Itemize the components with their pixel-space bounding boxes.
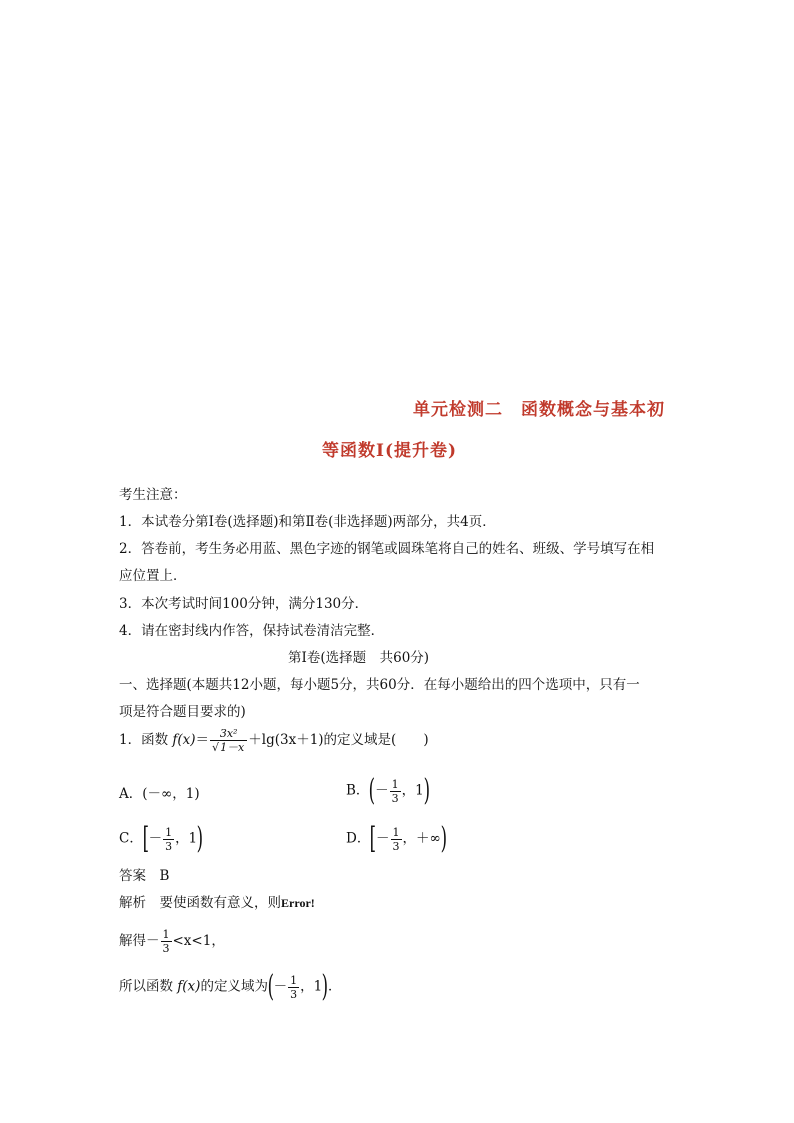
option-b[interactable] [346, 773, 430, 808]
q1-fraction-num: 3x² [210, 727, 247, 741]
answer [119, 866, 169, 886]
solve-num: 1 [162, 928, 170, 941]
conclusion-line [119, 969, 342, 1004]
conclusion-fx: f(x) [177, 978, 201, 995]
option-d-fraction [391, 826, 402, 853]
conclusion-fraction [288, 974, 299, 1001]
q1-prefix: 1．函数 [119, 732, 173, 748]
analysis-text: 要使函数有意义，则 [159, 895, 281, 911]
option-b-label: B． [346, 782, 370, 799]
analysis-label: 解析 [119, 895, 146, 911]
conclusion-num: 1 [290, 973, 298, 987]
option-c[interactable] [119, 821, 204, 856]
conclusion-end: ． [327, 978, 342, 995]
option-a-label: A． [119, 786, 143, 802]
notice-item-3: 3．本次考试时间100分钟，满分130分． [119, 596, 369, 612]
option-c-label: C． [119, 830, 143, 847]
conclusion-close-paren: ) [321, 969, 329, 1004]
option-c-rest: ，1 [175, 830, 198, 847]
conclusion-open-paren: ( [267, 969, 275, 1004]
solve-line [119, 928, 225, 955]
section-title: 第Ⅰ卷(选择题 共60分) [288, 650, 430, 666]
notice-heading: 考生注意： [119, 487, 187, 503]
option-d-den: 3 [392, 839, 400, 853]
title-line-2: 等函数Ⅰ(提升卷) [322, 441, 458, 461]
option-d-neg: － [376, 830, 390, 847]
analysis [119, 893, 315, 913]
section-intro-line-2: 项是符合题目要求的) [119, 704, 246, 720]
q1-fraction-den: √1－x [212, 741, 245, 754]
option-b-open-paren: ( [369, 773, 376, 808]
option-b-close-paren: ) [423, 773, 430, 808]
option-d[interactable] [346, 821, 447, 856]
notice-item-1: 1．本试卷分第Ⅰ卷(选择题)和第Ⅱ卷(非选择题)两部分，共4页． [119, 514, 496, 530]
q1-eq: ＝ [195, 732, 210, 748]
option-a[interactable] [119, 784, 200, 804]
solve-prefix: 解得－ [119, 933, 160, 949]
solve-suffix: <x<1， [172, 933, 225, 949]
conclusion-prefix: 所以函数 [119, 978, 178, 995]
q1-tail: ＋lg(3x＋1)的定义域是( ) [248, 732, 429, 748]
analysis-error: Error! [281, 896, 315, 910]
option-b-rest: ，1 [401, 782, 424, 799]
q1-fraction [210, 727, 247, 754]
solve-fraction [161, 928, 172, 955]
option-c-fraction [163, 826, 174, 853]
option-b-neg: － [375, 782, 389, 799]
option-a-text: (－∞，1) [142, 786, 200, 802]
option-b-den: 3 [391, 791, 399, 805]
option-c-close-paren: ) [196, 821, 204, 856]
q1-fx: f(x) [172, 732, 196, 748]
title-line-1: 单元检测二 函数概念与基本初 [413, 400, 665, 420]
option-c-den: 3 [165, 839, 173, 853]
option-c-num: 1 [165, 825, 173, 839]
solve-den: 3 [162, 942, 170, 955]
section-intro-line-1: 一、选择题(本题共12小题，每小题5分，共60分．在每小题给出的四个选项中，只有一 [119, 677, 640, 693]
conclusion-den: 3 [290, 987, 298, 1001]
notice-item-2-cont: 应位置上． [119, 568, 187, 584]
option-d-open-bracket: [ [369, 821, 377, 856]
option-c-open-bracket: [ [142, 821, 149, 856]
notice-item-4: 4．请在密封线内作答，保持试卷清洁完整． [119, 623, 385, 639]
conclusion-neg: － [273, 978, 288, 995]
conclusion-mid: 的定义域为 [200, 978, 268, 995]
conclusion-rest: ，1 [300, 978, 323, 995]
option-d-num: 1 [392, 825, 400, 839]
option-d-label: D． [346, 830, 371, 847]
option-d-close-paren: ) [440, 821, 447, 856]
option-d-rest: ，＋∞ [402, 830, 441, 847]
q1-root-content: 1－x [220, 741, 245, 754]
answer-value: B [159, 868, 170, 884]
question-1 [119, 727, 429, 754]
option-b-fraction [390, 778, 401, 805]
option-b-num: 1 [391, 777, 399, 791]
option-c-neg: － [148, 830, 163, 847]
notice-item-2: 2．答卷前，考生务必用蓝、黑色字迹的钢笔或圆珠笔将自己的姓名、班级、学号填写在相 [119, 541, 655, 557]
answer-label: 答案 [119, 868, 146, 884]
